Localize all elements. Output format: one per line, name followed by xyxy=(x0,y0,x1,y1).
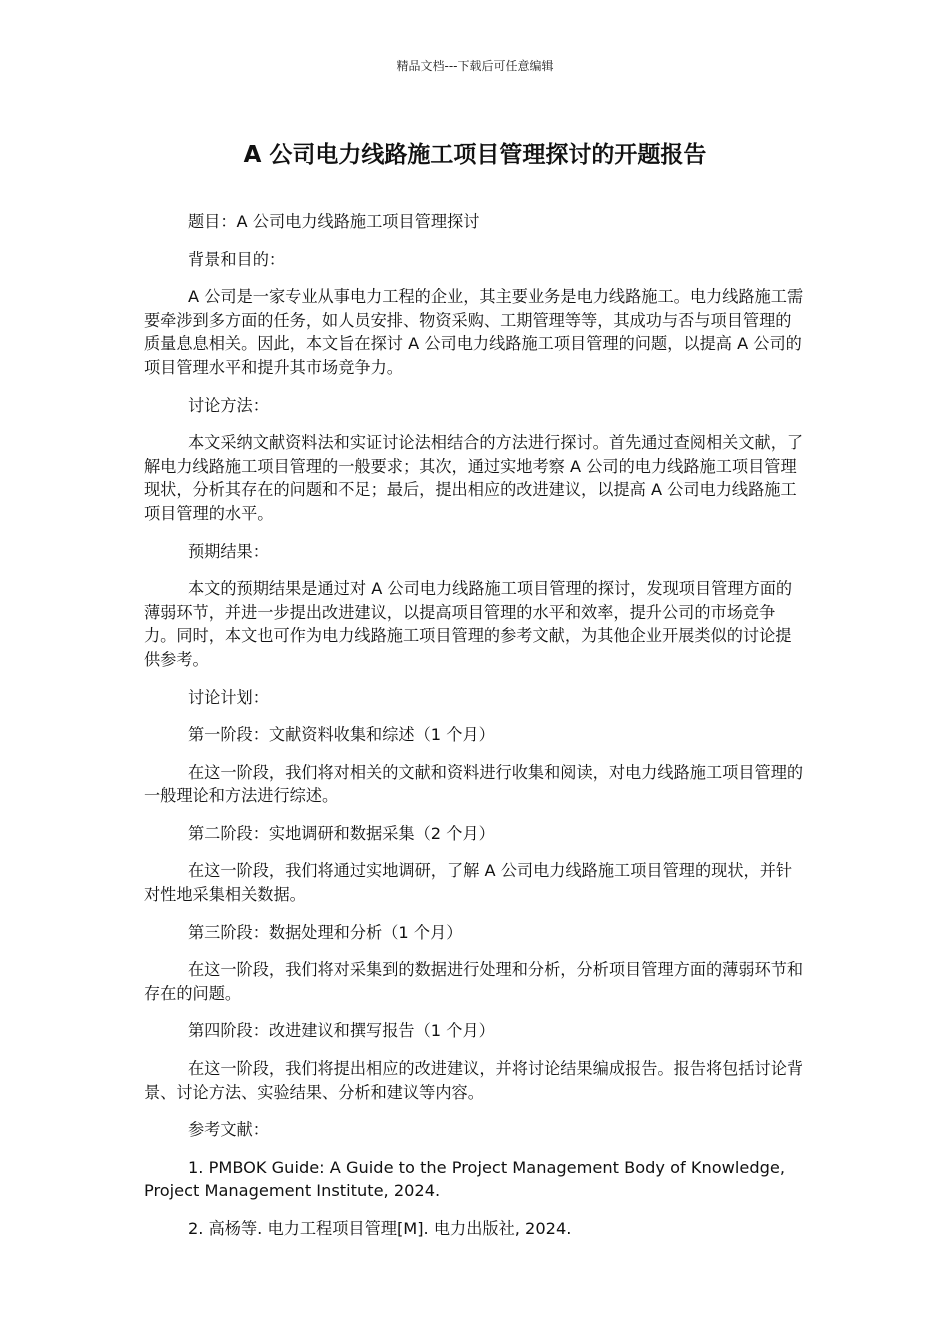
reference-item-1: 1. PMBOK Guide: A Guide to the Project Management Body of Knowledge, Project Management Institute, 2024. xyxy=(144,1157,785,1201)
reference-item-2: 2. 高杨等. 电力工程项目管理[M]. 电力出版社, 2024. xyxy=(188,1219,572,1238)
background-paragraph: A 公司是一家专业从事电力工程的企业，其主要业务是电力线路施工。电力线路施工需要牵涉到多方面的任务，如人员安排、物资采购、工期管理等等，其成功与否与项目管理的质量息息相关。因此，本文旨在探讨 A 公司电力线路施工项目管理的问题，以提高 A 公司的项目管理水平和提升其市场竞争力。 xyxy=(144,287,804,377)
document-body xyxy=(144,210,806,1255)
plan-phase-1-paragraph: 在这一阶段，我们将对相关的文献和资料进行收集和阅读，对电力线路施工项目管理的一般理论和方法进行综述。 xyxy=(144,762,804,806)
plan-phase-4-heading: 第四阶段：改进建议和撰写报告（1 个月） xyxy=(188,1021,495,1041)
section-heading-references: 参考文献： xyxy=(188,1120,269,1140)
section-heading-method: 讨论方法： xyxy=(188,395,269,415)
expected-results-paragraph: 本文的预期结果是通过对 A 公司电力线路施工项目管理的探讨，发现项目管理方面的薄弱环节，并进一步提出改进建议，以提高项目管理的水平和效率，提升公司的市场竞争力。同时，本文也可作为电力线路施工项目管理的参考文献，为其他企业开展类似的讨论提供参考。 xyxy=(144,579,793,669)
page-header-note: 精品文档---下载后可任意编辑 xyxy=(396,59,554,73)
section-heading-background: 背景和目的： xyxy=(188,249,286,269)
plan-phase-4-paragraph: 在这一阶段，我们将提出相应的改进建议，并将讨论结果编成报告。报告将包括讨论背景、讨论方法、实验结果、分析和建议等内容。 xyxy=(144,1059,804,1102)
plan-phase-2-paragraph: 在这一阶段，我们将通过实地调研，了解 A 公司电力线路施工项目管理的现状，并针对性地采集相关数据。 xyxy=(144,861,793,905)
document-title: A 公司电力线路施工项目管理探讨的开题报告 xyxy=(243,142,707,168)
plan-phase-3-heading: 第三阶段：数据处理和分析（1 个月） xyxy=(188,922,463,942)
plan-phase-3-paragraph: 在这一阶段，我们将对采集到的数据进行处理和分析，分析项目管理方面的薄弱环节和存在的问题。 xyxy=(144,960,804,1003)
plan-phase-1-heading: 第一阶段：文献资料收集和综述（1 个月） xyxy=(188,725,495,745)
section-heading-plan: 讨论计划： xyxy=(188,687,269,707)
topic-line: 题目：A 公司电力线路施工项目管理探讨 xyxy=(188,212,480,231)
section-heading-expected-results: 预期结果： xyxy=(188,541,269,561)
method-paragraph: 本文采纳文献资料法和实证讨论法相结合的方法进行探讨。首先通过查阅相关文献，了解电力线路施工项目管理的一般要求；其次，通过实地考察 A 公司的电力线路施工项目管理现状，分析其存在的问题和不足；最后，提出相应的改进建议，以提高 A 公司电力线路施工项目管理的水平。 xyxy=(144,433,804,523)
plan-phase-2-heading: 第二阶段：实地调研和数据采集（2 个月） xyxy=(188,823,495,843)
